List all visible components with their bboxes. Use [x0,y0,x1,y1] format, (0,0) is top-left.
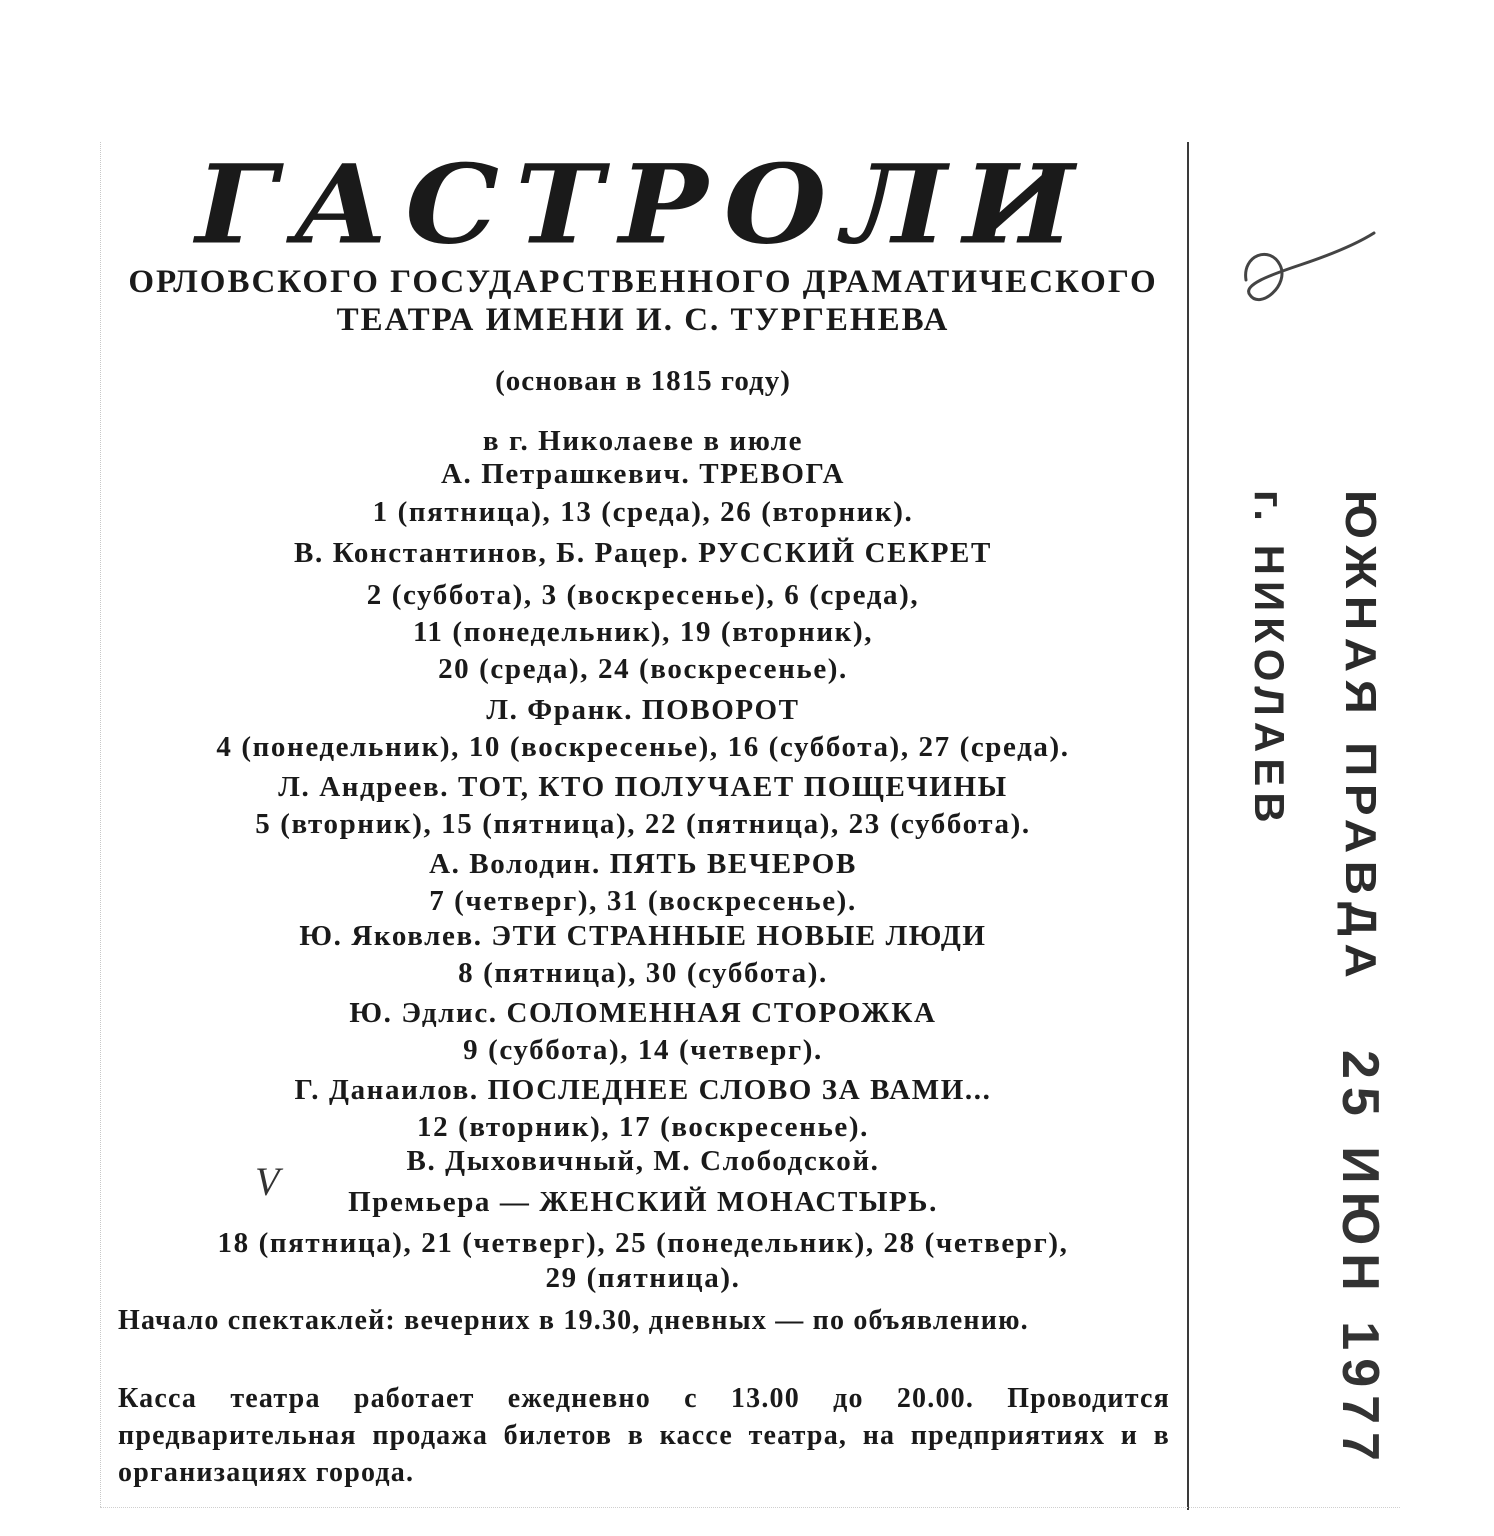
schedule-line: В. Константинов, Б. Рацер. РУССКИЙ СЕКРЕТ [294,537,992,569]
schedule-line: 9 (суббота), 14 (четверг). [463,1034,823,1066]
headline-title: ГАСТРОЛИ [195,140,1091,269]
theatre-name-line1: ОРЛОВСКОГО ГОСУДАРСТВЕННОГО ДРАМАТИЧЕСКОГО [128,264,1158,300]
schedule-line: 8 (пятница), 30 (суббота). [458,957,828,989]
schedule-line: в г. Николаеве в июле [482,425,804,457]
bottom-border [100,1507,1400,1509]
stamp-city: г. НИКОЛАЕВ [1246,490,1293,829]
schedule-line: Г. Данаилов. ПОСЛЕДНЕЕ СЛОВО ЗА ВАМИ... [294,1074,992,1106]
schedule-line: 12 (вторник), 17 (воскресенье). [417,1111,869,1143]
schedule-line: Премьера — ЖЕНСКИЙ МОНАСТЫРЬ. [348,1186,938,1218]
pencil-scribble-icon [1240,225,1380,320]
schedule-line: 7 (четверг), 31 (воскресенье). [429,885,857,917]
stamp-newspaper: ЮЖНАЯ ПРАВДА [1336,490,1385,986]
schedule-line: 11 (понедельник), 19 (вторник), [412,616,874,648]
margin-check-mark: V [255,1159,280,1204]
start-time-info: Начало спектаклей: вечерних в 19.30, дневных — по объявлению. [118,1305,1029,1336]
schedule-line: Ю. Яковлев. ЭТИ СТРАННЫЕ НОВЫЕ ЛЮДИ [299,920,987,952]
box-office-info: Касса театра работает ежедневно с 13.00 до 20.00. Проводится предварительная продажа билетов в кассе театра, на предприятиях и в организациях города. [118,1383,1170,1488]
schedule-line: 29 (пятница). [545,1262,741,1294]
schedule-line: А. Петрашкевич. ТРЕВОГА [440,458,845,490]
schedule-line: 18 (пятница), 21 (четверг), 25 (понедельник), 28 (четверг), [217,1227,1069,1259]
schedule-line: Ю. Эдлис. СОЛОМЕННАЯ СТОРОЖКА [349,997,937,1029]
column-divider [1187,142,1189,1510]
schedule-line: 20 (среда), 24 (воскресенье). [438,653,848,685]
schedule-line: В. Дыховичный, М. Слободской. [406,1145,880,1177]
founded-note: (основан в 1815 году) [495,365,791,397]
theatre-name-line2: ТЕАТРА ИМЕНИ И. С. ТУРГЕНЕВА [336,302,950,338]
schedule-line: 5 (вторник), 15 (пятница), 22 (пятница), 23 (суббота). [255,808,1031,840]
schedule-line: А. Володин. ПЯТЬ ВЕЧЕРОВ [429,848,857,880]
schedule-line: 2 (суббота), 3 (воскресенье), 6 (среда), [366,579,920,611]
schedule-line: Л. Андреев. ТОТ, КТО ПОЛУЧАЕТ ПОЩЕЧИНЫ [278,771,1008,803]
stamp-date: 25 ИЮН 1977 [1331,1050,1389,1469]
schedule-line: Л. Франк. ПОВОРОТ [486,694,800,726]
schedule-line: 4 (понедельник), 10 (воскресенье), 16 (суббота), 27 (среда). [216,731,1070,763]
schedule-line: 1 (пятница), 13 (среда), 26 (вторник). [372,496,914,528]
